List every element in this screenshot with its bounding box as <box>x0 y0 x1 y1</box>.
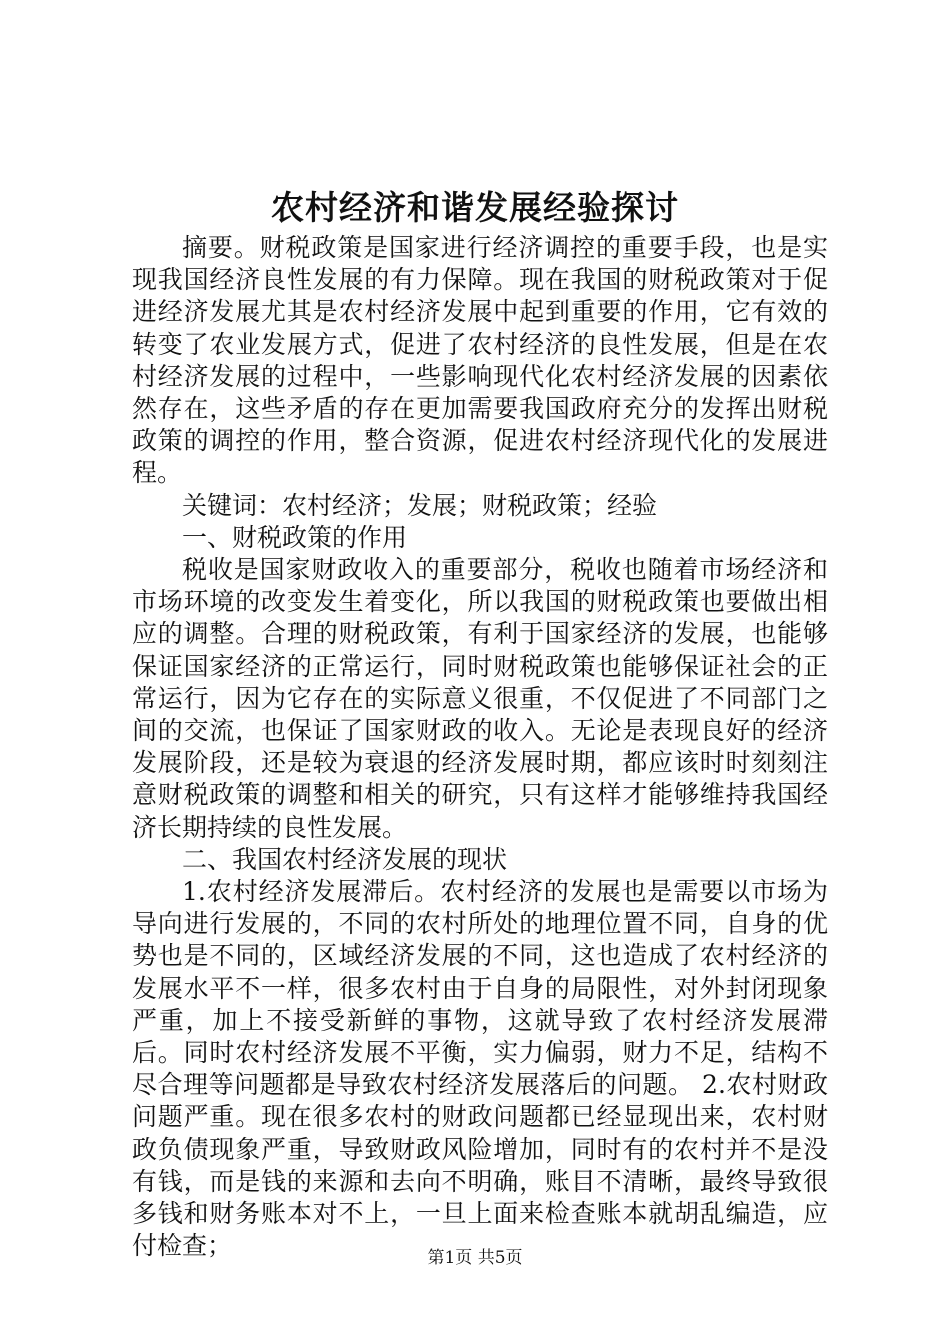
document-title: 农村经济和谐发展经验探讨 <box>271 188 679 227</box>
section-2-paragraph: 1.农村经济发展滞后。农村经济的发展也是需要以市场为导向进行发展的，不同的农村所处的地理位置不同，自身的优势也是不同的，区域经济发展的不同，这也造成了农村经济的发展水平不一样，很多农村由于自身的局限性，对外封闭现象严重，加上不接受新鲜的事物，这就导致了农村经济发展滞后。同时农村经济发展不平衡，实力偏弱，财力不足，结构不尽合理等问题都是导致农村经济发展落后的问题。 2.农村财政问题严重。现在很多农村的财政问题都已经显现出来，农村财政负债现象严重，导致财政风险增加，同时有的农村并不是没有钱，而是钱的来源和去向不明确，账目不清晰，最终导致很多钱和财务账本对不上，一旦上面来检查账本就胡乱编造，应付检查； <box>132 877 828 1261</box>
section-1-paragraph: 税收是国家财政收入的重要部分，税收也随着市场经济和市场环境的改变发生着变化，所以我国的财税政策也要做出相应的调整。合理的财税政策，有利于国家经济的发展，也能够保证国家经济的正常运行，同时财税政策也能够保证社会的正常运行，因为它存在的实际意义很重，不仅促进了不同部门之间的交流，也保证了国家财政的收入。无论是表现良好的经济发展阶段，还是较为衰退的经济发展时期，都应该时时刻刻注意财税政策的调整和相关的研究，只有这样才能够维持我国经济长期持续的良性发展。 <box>132 555 828 842</box>
keywords-line: 关键词：农村经济；发展；财税政策；经验 <box>182 490 658 520</box>
section-heading-1: 一、财税政策的作用 <box>182 522 408 552</box>
abstract-paragraph: 摘要。财税政策是国家进行经济调控的重要手段，也是实现我国经济良性发展的有力保障。现在我国的财税政策对于促进经济发展尤其是农村经济发展中起到重要的作用，它有效的转变了农业发展方式，促进了农村经济的良性发展，但是在农村经济发展的过程中，一些影响现代化农村经济发展的因素依然存在，这些矛盾的存在更加需要我国政府充分的发挥出财税政策的调控的作用，整合资源，促进农村经济现代化的发展进程。 <box>132 233 828 488</box>
document-body <box>132 232 828 1263</box>
page-footer: 第1页 共5页 <box>427 1248 523 1268</box>
section-heading-2: 二、我国农村经济发展的现状 <box>182 844 508 874</box>
